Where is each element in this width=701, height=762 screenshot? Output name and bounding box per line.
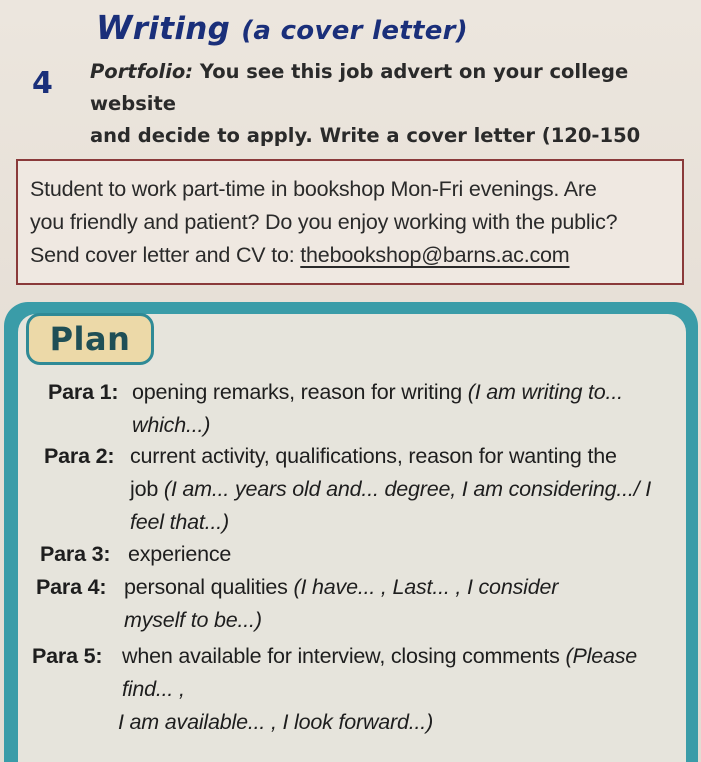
para-2-line-3: feel that...)	[130, 510, 229, 534]
para-4-line-2: myself to be...)	[124, 608, 262, 632]
instructions-line-2: and decide to apply. Write a cover letter (120-150	[90, 124, 641, 147]
plan-para-5	[32, 640, 692, 739]
section-heading: Writing (a cover letter)	[96, 8, 468, 47]
para-label: Para 5:	[32, 644, 103, 668]
advert-line-2: you friendly and patient? Do you enjoy working with the public?	[30, 210, 618, 234]
para-5-line-1: when available for interview, closing comments (Please	[122, 644, 638, 668]
advert-line-3: Send cover letter and CV to: thebookshop@barns.ac.com	[30, 243, 570, 267]
para-3-line-1: experience	[128, 542, 232, 566]
plan-para-1	[48, 376, 688, 442]
advert-email: thebookshop@barns.ac.com	[300, 243, 570, 267]
instructions-line-1: Portfolio: You see this job advert on your college website	[90, 60, 629, 115]
plan-title-tag	[26, 313, 154, 365]
para-label: Para 1:	[48, 380, 119, 404]
para-4-line-1: personal qualities (I have... , Last... , I consider	[124, 575, 559, 599]
plan-para-3	[40, 538, 680, 571]
para-2-line-2: job (I am... years old and... degree, I am considering.../ I	[130, 477, 651, 501]
plan-para-2	[44, 440, 689, 539]
plan-para-4	[36, 571, 681, 637]
job-advert-box	[16, 159, 684, 285]
para-2-line-1: current activity, qualifications, reason for wanting the	[130, 444, 617, 468]
para-1-line-2: which...)	[132, 413, 211, 437]
para-5-line-2: find... ,	[122, 677, 185, 701]
para-1-line-1: opening remarks, reason for writing (I am writing to...	[132, 380, 623, 404]
para-5-line-3: I am available... , I look forward...)	[118, 710, 434, 734]
advert-line-1: Student to work part-time in bookshop Mon-Fri evenings. Are	[30, 177, 597, 201]
para-label: Para 2:	[44, 444, 115, 468]
para-label: Para 4:	[36, 575, 107, 599]
para-label: Para 3:	[40, 542, 111, 566]
plan-title: Plan	[49, 320, 131, 358]
task-number: 4	[32, 66, 53, 101]
